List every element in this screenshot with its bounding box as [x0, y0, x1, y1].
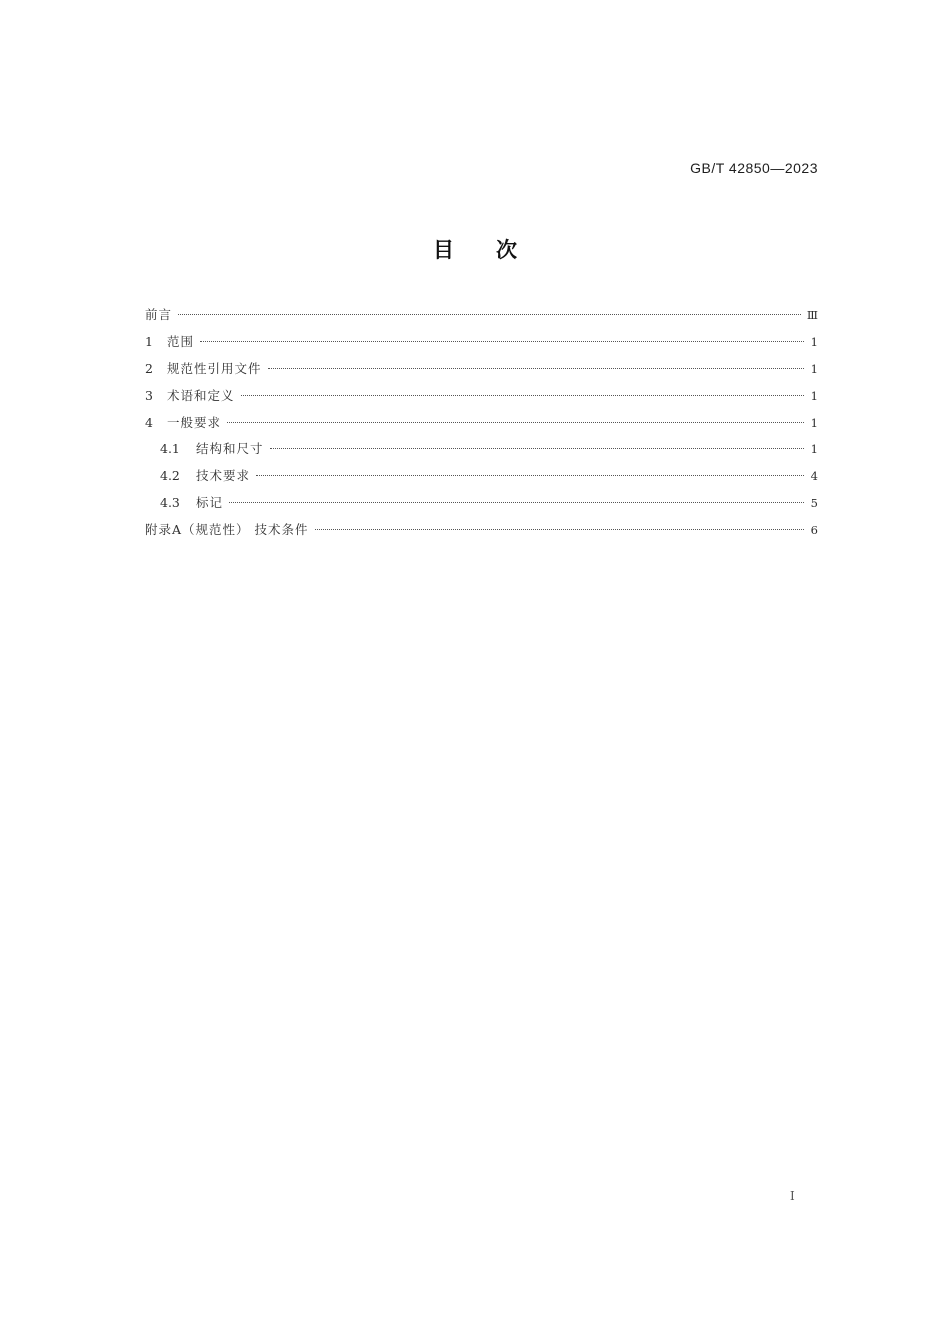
toc-entry-normative-references[interactable]	[145, 359, 818, 386]
toc-entry-label: 技术要求	[196, 468, 251, 484]
toc-entry-page: 5	[810, 496, 818, 511]
toc-entry-number: 4.1	[160, 441, 180, 457]
toc-entry-number: 1	[145, 333, 153, 349]
toc-entry-terms-definitions[interactable]	[145, 386, 818, 413]
toc-entry-page: 1	[810, 442, 818, 457]
toc-entry-structure-dimensions[interactable]	[145, 439, 818, 466]
page-title: 目次	[433, 238, 559, 262]
toc-entry-page: Ⅲ	[806, 308, 818, 322]
toc-entry-scope[interactable]	[145, 332, 818, 359]
standard-number: GB/T 42850—2023	[690, 160, 818, 176]
page-number: Ⅰ	[790, 1189, 795, 1203]
toc-entry-page: 4	[810, 469, 818, 484]
toc-leader-dots	[229, 502, 804, 503]
toc-entry-number: 3	[145, 387, 153, 403]
toc-entry-number: 4.2	[160, 468, 180, 484]
toc-entry-page: 6	[810, 523, 818, 538]
toc-entry-page: 1	[810, 415, 818, 430]
table-of-contents	[145, 305, 818, 547]
toc-leader-dots	[227, 422, 804, 423]
toc-entry-foreword[interactable]	[145, 305, 818, 332]
toc-leader-dots	[241, 395, 804, 396]
toc-entry-marking[interactable]	[145, 493, 818, 520]
toc-entry-number: 4.3	[160, 495, 180, 511]
toc-entry-label: 术语和定义	[167, 387, 235, 403]
toc-entry-label: 结构和尺寸	[196, 441, 264, 457]
toc-entry-label: 前言	[145, 307, 173, 322]
toc-entry-technical-requirements[interactable]	[145, 466, 818, 493]
toc-leader-dots	[315, 529, 804, 530]
toc-leader-dots	[270, 448, 804, 449]
toc-entry-label: 附录A（规范性） 技术条件	[145, 522, 309, 538]
toc-entry-page: 1	[810, 361, 818, 376]
toc-leader-dots	[268, 368, 804, 369]
toc-entry-label: 一般要求	[167, 414, 222, 430]
toc-leader-dots	[256, 475, 804, 476]
toc-leader-dots	[200, 341, 804, 342]
toc-entry-label: 规范性引用文件	[167, 360, 262, 376]
toc-entry-general-requirements[interactable]	[145, 413, 818, 440]
toc-entry-annex-a[interactable]	[145, 520, 818, 547]
toc-entry-number: 2	[145, 360, 153, 376]
toc-entry-label: 范围	[167, 333, 195, 349]
toc-leader-dots	[178, 314, 801, 315]
toc-entry-label: 标记	[196, 495, 224, 511]
toc-entry-page: 1	[810, 334, 818, 349]
toc-entry-number: 4	[145, 414, 153, 430]
toc-entry-page: 1	[810, 388, 818, 403]
